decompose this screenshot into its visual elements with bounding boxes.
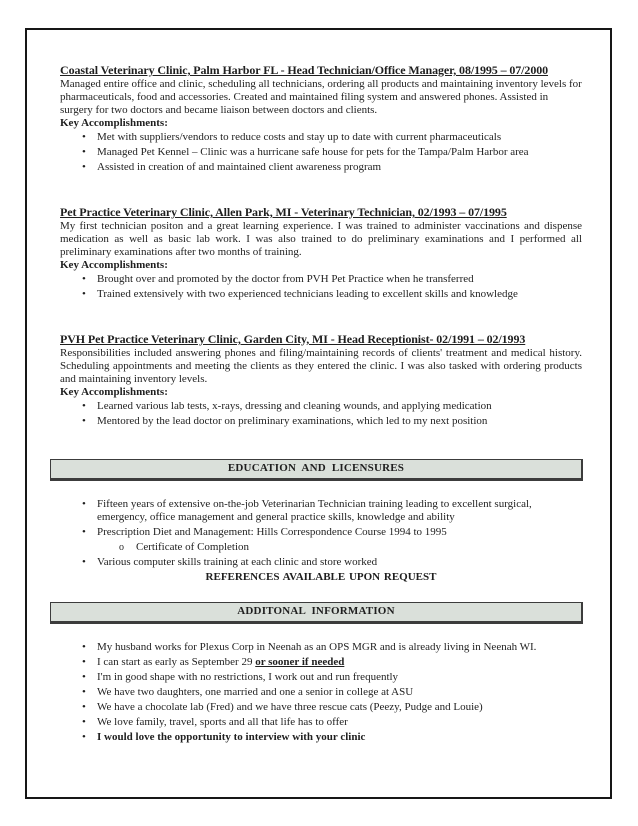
job-summary: Managed entire office and clinic, scheduling all technicians, ordering all products and maintaining inventory levels for pharmaceuticals, food and accessories. Created and maintained filing system and answered phones. Assisted in surgery for two doctors and became liaison between doctors and clients. xyxy=(60,78,582,116)
list-item xyxy=(82,526,582,539)
bullet-text: Fifteen years of extensive on-the-job Veterinarian Technician training leading to excellent surgical, emergency, office management and general practice skills, knowledge and ability xyxy=(97,498,532,523)
list-item xyxy=(82,641,582,654)
bullet-text: We have a chocolate lab (Fred) and we have three rescue cats (Peezy, Pudge and Louie) xyxy=(97,701,483,713)
bullet-text: We have two daughters, one married and one a senior in college at ASU xyxy=(97,686,414,698)
bullet-text: Assisted in creation of and maintained client awareness program xyxy=(97,161,382,173)
references-line: REFERENCES AVAILABLE UPON REQUEST xyxy=(205,571,437,583)
bullet-icon: • xyxy=(82,146,86,158)
bullet-text-emphasis: or sooner if needed xyxy=(255,656,345,668)
list-item xyxy=(82,131,582,144)
bullet-icon: • xyxy=(82,498,86,510)
job-section-pvh xyxy=(60,332,582,428)
list-item xyxy=(82,288,582,301)
job-summary: Responsibilities included answering phones and filing/maintaining records of clients' treatment and medical history. Scheduling appointments and meeting the clients as they entered the clinic. I was also tasked with ordering products and maintaining inventory levels. xyxy=(60,347,582,385)
bullet-icon: • xyxy=(82,671,86,683)
list-item xyxy=(82,556,582,569)
bullet-text: Mentored by the lead doctor on preliminary examinations, which led to my next position xyxy=(97,415,488,427)
education-list xyxy=(60,498,582,569)
list-item xyxy=(82,686,582,699)
bullet-text: My husband works for Plexus Corp in Neenah as an OPS MGR and is already living in Neenah WI. xyxy=(97,641,537,653)
bullet-icon: • xyxy=(82,131,86,143)
list-item xyxy=(82,716,582,729)
bullet-text xyxy=(97,656,582,669)
bullet-text-prefix: I can start as early as September 29 xyxy=(97,656,256,668)
bullet-icon: • xyxy=(82,161,86,173)
job-heading: PVH Pet Practice Veterinary Clinic, Garden City, MI - Head Receptionist- 02/1991 – 02/1993 xyxy=(60,332,526,346)
list-item xyxy=(82,701,582,714)
list-item xyxy=(82,161,582,174)
circle-bullet-icon: o xyxy=(119,542,124,553)
additional-list xyxy=(60,641,582,744)
bullet-list xyxy=(60,131,582,174)
list-item xyxy=(82,146,582,159)
bullet-text: Learned various lab tests, x-rays, dressing and cleaning wounds, and applying medication xyxy=(97,400,492,412)
bullet-text: Prescription Diet and Management: Hills Correspondence Course 1994 to 1995 xyxy=(97,526,447,538)
list-item xyxy=(82,498,582,524)
job-section-pet-practice xyxy=(60,205,582,301)
bullet-icon: • xyxy=(82,656,86,668)
bullet-icon: • xyxy=(82,526,86,538)
bullet-list xyxy=(60,400,582,428)
section-header-education: EDUCATION AND LICENSURES xyxy=(50,459,583,481)
list-item xyxy=(82,731,582,744)
key-accomplishments-label: Key Accomplishments: xyxy=(60,259,168,271)
bullet-text: Trained extensively with two experienced technicians leading to excellent skills and knowledge xyxy=(97,288,518,300)
job-heading: Coastal Veterinary Clinic, Palm Harbor FL - Head Technician/Office Manager, 08/1995 – 07/2000 xyxy=(60,63,549,77)
bullet-icon: • xyxy=(82,701,86,713)
bullet-icon: • xyxy=(82,400,86,412)
job-section-coastal xyxy=(60,63,582,174)
resume-content xyxy=(27,30,610,744)
bullet-icon: • xyxy=(82,686,86,698)
list-item xyxy=(82,273,582,286)
list-item xyxy=(82,671,582,684)
key-accomplishments-label: Key Accomplishments: xyxy=(60,386,168,398)
bullet-text: Met with suppliers/vendors to reduce costs and stay up to date with current pharmaceuticals xyxy=(97,131,502,143)
job-summary: My first technician positon and a great learning experience. I was trained to administer vaccinations and dispense medication as well as basic lab work. I was also trained to do preliminary examinations and I performed all preliminary examinations after two months of training. xyxy=(60,220,582,258)
bullet-text: Brought over and promoted by the doctor from PVH Pet Practice when he transferred xyxy=(97,273,474,285)
bullet-icon: • xyxy=(82,716,86,728)
bullet-icon: • xyxy=(82,556,86,568)
sub-list-item xyxy=(119,541,582,554)
bullet-icon: • xyxy=(82,273,86,285)
list-item xyxy=(82,656,582,669)
bullet-icon: • xyxy=(82,731,86,743)
bullet-text: Various computer skills training at each clinic and store worked xyxy=(97,556,378,568)
bullet-icon: • xyxy=(82,641,86,653)
bullet-icon: • xyxy=(82,415,86,427)
bullet-text: We love family, travel, sports and all that life has to offer xyxy=(97,716,348,728)
bullet-text: I'm in good shape with no restrictions, I work out and run frequently xyxy=(97,671,399,683)
bullet-text: Certificate of Completion xyxy=(136,541,250,553)
key-accomplishments-label: Key Accomplishments: xyxy=(60,117,168,129)
list-item xyxy=(82,400,582,413)
job-heading: Pet Practice Veterinary Clinic, Allen Park, MI - Veterinary Technician, 02/1993 – 07/1995 xyxy=(60,205,507,219)
resume-page xyxy=(25,28,612,799)
bullet-icon: • xyxy=(82,288,86,300)
bullet-text: Managed Pet Kennel – Clinic was a hurricane safe house for pets for the Tampa/Palm Harbor area xyxy=(97,146,529,158)
bullet-text: I would love the opportunity to interview with your clinic xyxy=(97,731,366,743)
list-item xyxy=(82,415,582,428)
section-header-additional: ADDITONAL INFORMATION xyxy=(50,602,583,624)
bullet-list xyxy=(60,273,582,301)
